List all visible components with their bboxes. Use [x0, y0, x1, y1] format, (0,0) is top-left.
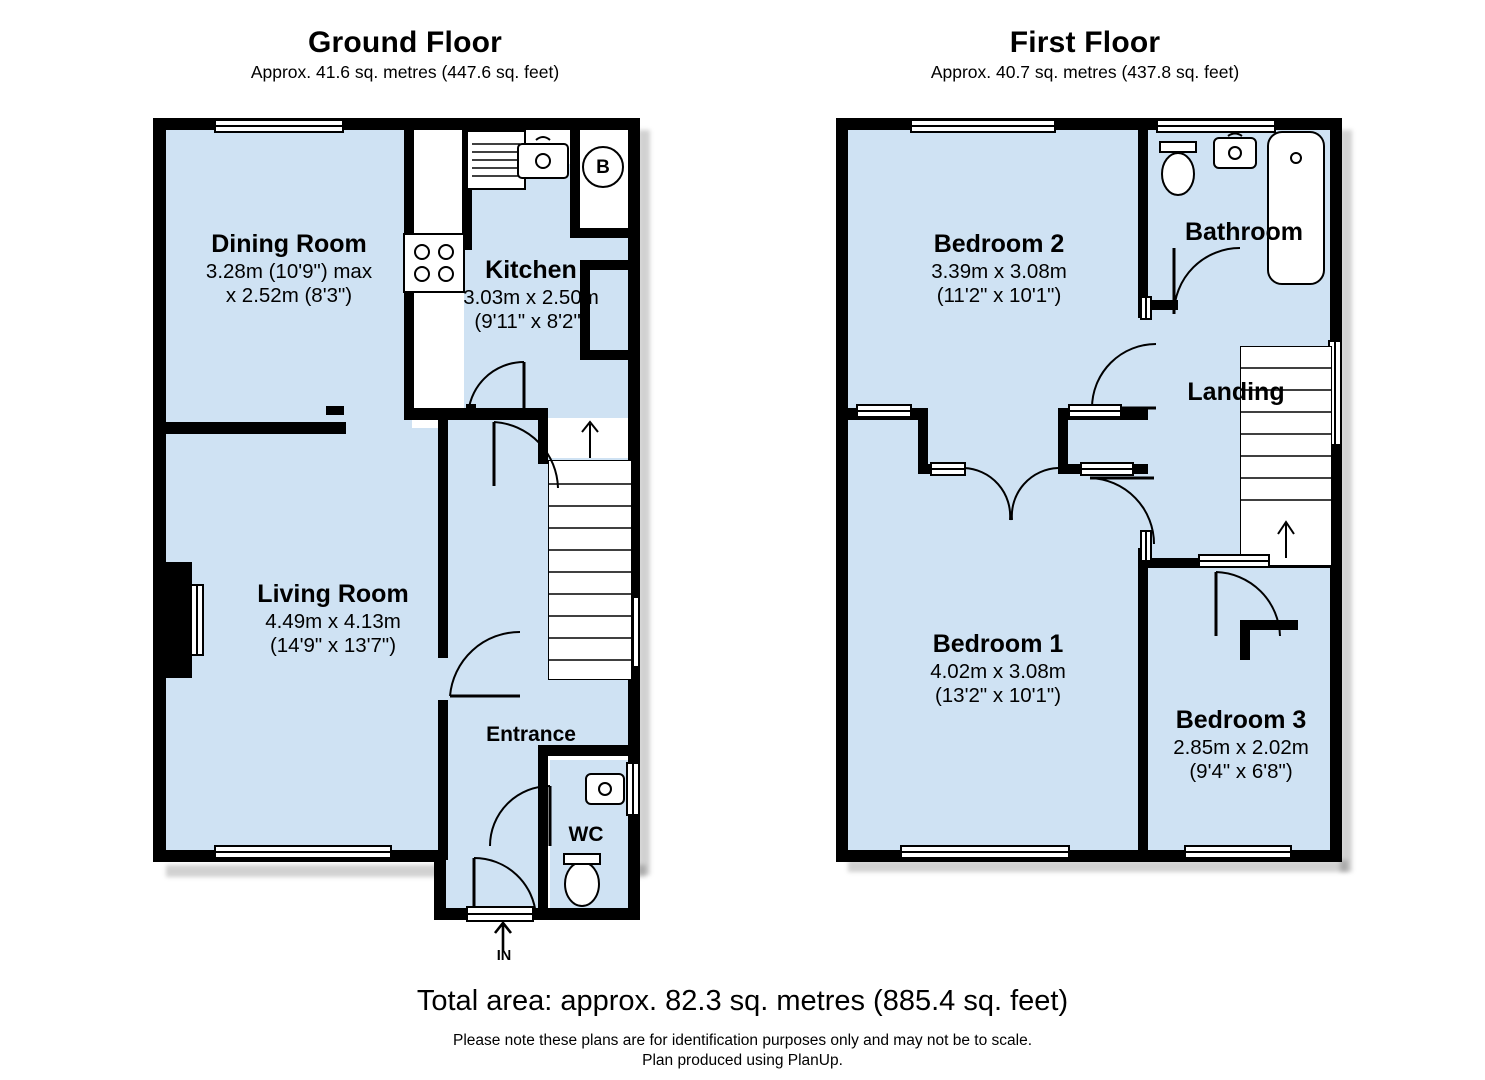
bedroom1-label — [866, 630, 1130, 708]
wc-label: WC — [568, 823, 604, 846]
kitchen-label — [420, 256, 642, 334]
door-bathroom — [1172, 246, 1246, 318]
bathroom-bath-icon — [1266, 130, 1328, 290]
bathroom-basin-icon — [1208, 130, 1266, 180]
door-frame-bed1 — [1080, 462, 1134, 476]
first-floor-title: First Floor — [1009, 26, 1161, 59]
dining-room-dim-1: 3.28m (10'9") max — [205, 259, 373, 283]
producer-note: Plan produced using PlanUp. — [642, 1052, 843, 1069]
living-room-name-line1: Living Room — [257, 580, 409, 608]
wall-kitchen-right-lower — [580, 350, 638, 360]
staircase-ground — [548, 460, 632, 680]
bedroom3-label — [1140, 706, 1342, 784]
door-frame-cupboard — [930, 462, 966, 476]
ground-floor-title: Ground Floor — [307, 26, 503, 59]
radiator-mark — [326, 406, 344, 415]
wall-dining-living — [166, 422, 346, 434]
wc-toilet-icon — [556, 852, 610, 912]
landing-label — [1136, 378, 1336, 408]
living-room-dim-1: 4.49m x 4.13m — [265, 609, 401, 633]
bedroom2-dim-2: (11'2" x 10'1") — [936, 283, 1062, 307]
window-bedroom3 — [1184, 845, 1292, 859]
dining-room-name: Dining Room — [211, 230, 367, 258]
door-bedroom3 — [1212, 570, 1284, 642]
total-area-text: Total area: approx. 82.3 sq. metres (885.4 sq. feet) — [416, 985, 1069, 1017]
wall-bay-left — [166, 562, 192, 678]
boiler-marker: B — [582, 146, 624, 188]
bedroom2-name: Bedroom 2 — [933, 230, 1065, 258]
living-room-dim-2: (14'9" x 13'7") — [269, 633, 397, 657]
entrance-label: Entrance — [486, 723, 576, 746]
bedroom1-dim-2: (13'2" x 10'1") — [934, 683, 1062, 707]
living-room-label — [198, 580, 468, 658]
bedroom2-label — [868, 230, 1130, 308]
bedroom2-dim-1: 3.39m x 3.08m — [931, 259, 1067, 283]
door-frame-bed3 — [1198, 554, 1270, 568]
first-floor-subtitle: Approx. 40.7 sq. metres (437.8 sq. feet) — [930, 62, 1240, 82]
kitchen-name: Kitchen — [485, 256, 577, 284]
window-bedroom2 — [910, 119, 1056, 133]
bedroom1-name: Bedroom 1 — [932, 630, 1064, 658]
window-dining — [214, 119, 344, 133]
wall-left — [836, 118, 848, 862]
wall-boiler-bottom — [570, 228, 640, 238]
door-dining — [492, 420, 564, 492]
kitchen-dim-2: (9'11" x 8'2") — [474, 309, 588, 333]
ground-floor-subtitle: Approx. 41.6 sq. metres (447.6 sq. feet) — [250, 62, 560, 82]
kitchen-dim-1: 3.03m x 2.50m — [463, 285, 599, 309]
door-frame-landing — [1140, 530, 1152, 562]
bedroom3-dim-2: (9'4" x 6'8") — [1189, 759, 1293, 783]
bedroom1-dim-1: 4.02m x 3.08m — [930, 659, 1066, 683]
wc-basin-icon — [580, 766, 640, 816]
dining-room-dim-2: x 2.52m (8'3") — [225, 283, 353, 307]
door-frame-bed2-right — [1068, 404, 1122, 418]
bathroom-name: Bathroom — [1184, 218, 1304, 246]
window-living-front — [214, 845, 392, 859]
disclaimer-note: Please note these plans are for identification purposes only and may not be to scale. — [452, 1032, 1033, 1049]
bathroom-door-frame — [1140, 296, 1152, 320]
kitchen-sink-icon — [512, 130, 578, 192]
dining-room-label — [156, 230, 422, 308]
bedroom3-dim-1: 2.85m x 2.02m — [1173, 735, 1309, 759]
window-bedroom1 — [900, 845, 1070, 859]
door-cupboard-double — [962, 466, 1062, 526]
bathroom-label — [1146, 218, 1342, 248]
bathroom-toilet-icon — [1154, 140, 1206, 202]
door-frame-bed2-left — [856, 404, 912, 418]
bedroom3-name: Bedroom 3 — [1175, 706, 1307, 734]
door-kitchen — [466, 360, 530, 422]
in-label: IN — [496, 948, 512, 964]
landing-name: Landing — [1187, 378, 1285, 406]
